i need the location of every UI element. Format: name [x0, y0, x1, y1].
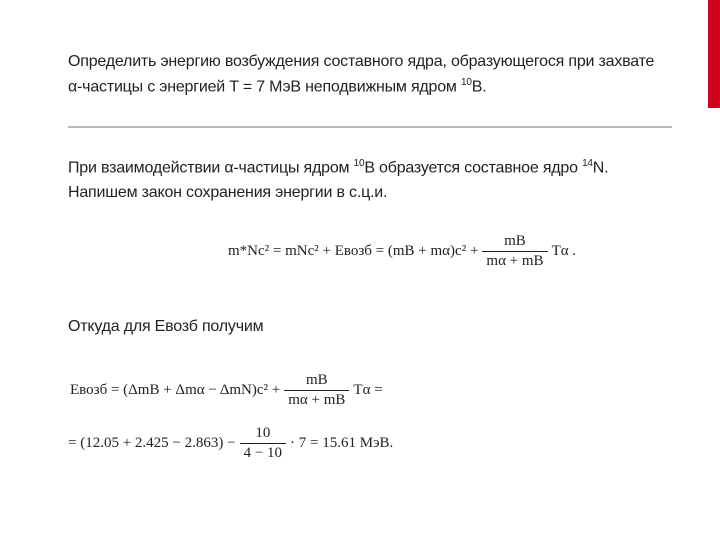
problem-line-1: Определить энергию возбуждения составного ядра, образующегося при захвате: [68, 53, 655, 70]
isotope-n-mass: 14: [582, 158, 593, 169]
eq3-tail: · 7 = 15.61 МэВ.: [290, 435, 394, 451]
eq1-denominator: mα + mB: [482, 251, 547, 270]
eq3-denominator: 4 − 10: [240, 443, 286, 462]
isotope-mass-number: 10: [460, 76, 472, 88]
energy-conservation-equation: [228, 233, 576, 270]
solution-line-2: Напишем закон сохранения энергии в с.ц.и.: [68, 184, 388, 202]
isotope-b-mass: 10: [353, 158, 365, 169]
otkuda-text: Откуда для Eвозб получим: [68, 318, 264, 335]
eq3-numerator: 10: [255, 425, 271, 441]
excitation-energy-equation: [70, 372, 383, 409]
eq1-tail: Tα .: [551, 243, 577, 259]
eq2-denominator: mα + mB: [284, 390, 349, 409]
eq1-numerator: mB: [504, 233, 526, 249]
section-divider: [68, 126, 672, 128]
problem-line-2-text: α-частицы с энергией T = 7 МэВ неподвижным ядром: [68, 78, 461, 96]
solution-text-c: N.: [592, 159, 609, 177]
eq1-left: m*Nc² = mNc² + Eвозб = (mB + mα)c² +: [228, 243, 479, 259]
accent-bar: [708, 0, 720, 108]
solution-line-1: [68, 156, 688, 181]
eq2-left: Eвозб = (ΔmB + Δmα − ΔmN)c² +: [70, 382, 281, 398]
eq2-tail: Tα =: [353, 382, 383, 398]
eq2-fraction: [284, 372, 349, 409]
solution-intro: [68, 156, 688, 206]
problem-line-2: [68, 75, 688, 100]
problem-statement: [68, 50, 688, 100]
isotope-symbol: B.: [471, 78, 487, 96]
eq1-fraction: [482, 233, 547, 270]
eq2-numerator: mB: [305, 372, 328, 388]
solution-text-b: B образуется составное ядро: [364, 159, 583, 177]
numeric-result-equation: [68, 425, 393, 462]
eq3-fraction: [240, 425, 286, 462]
solution-text-a: При взаимодействии α-частицы ядром: [68, 159, 354, 177]
eq3-left: = (12.05 + 2.425 − 2.863) −: [68, 435, 236, 451]
